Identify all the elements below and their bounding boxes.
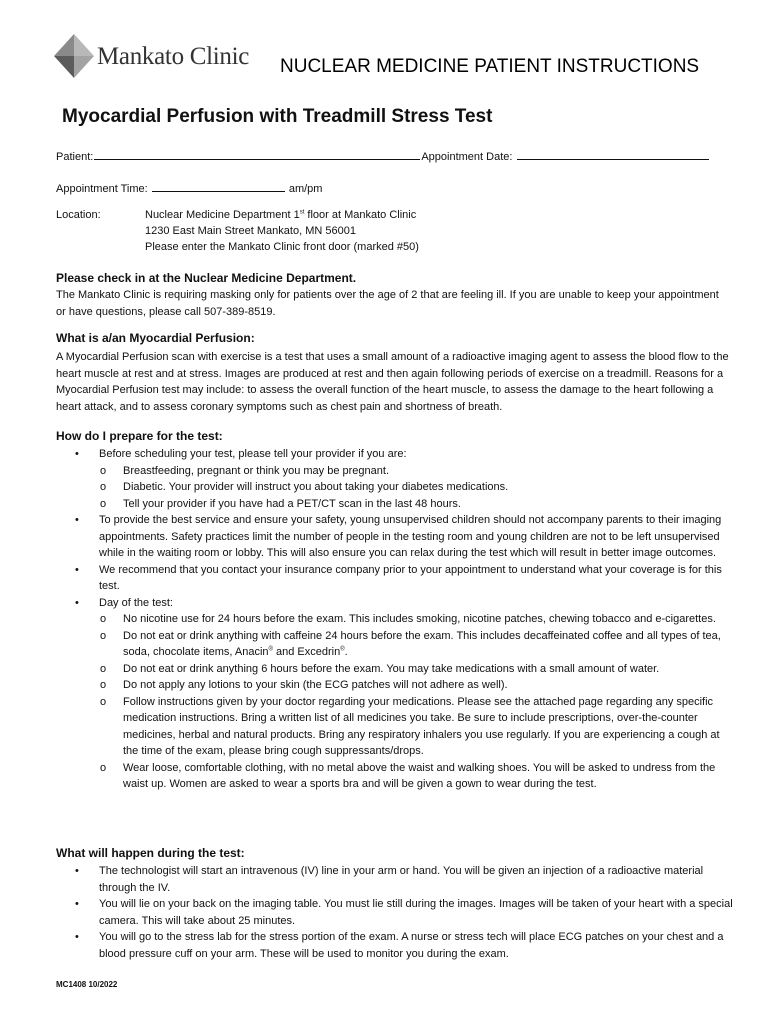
list-item: • We recommend that you contact your insurance company prior to your appointment to understand what your coverage is for this test. — [56, 562, 736, 595]
appointment-time-blank[interactable] — [152, 181, 285, 192]
what-is-heading: What is a/an Myocardial Perfusion: — [56, 331, 255, 345]
patient-line — [56, 149, 710, 165]
list-item: • The technologist will start an intravenous (IV) line in your arm or hand. You will be given an injection of a radioactive material through the IV. — [56, 863, 736, 896]
patient-blank[interactable] — [94, 149, 420, 160]
list-subitem: o Do not eat or drink anything 6 hours before the exam. You may take medications with a small amount of water. — [56, 661, 736, 678]
list-subitem: o Follow instructions given by your doctor regarding your medications. Please see the attached page regarding any specific medication instructions. Bring a written list of all medicines you take. Be sure to include prescriptions, over-the-counter medicines, herbal and natural products. Bring any respiratory inhalers you use regularly. If you are experiencing a cough at the time of the exam, please bring cough suppressants/drops. — [56, 694, 736, 760]
appointment-date-label: Appointment Date: — [421, 151, 513, 163]
during-list — [56, 863, 736, 962]
location-label: Location: — [56, 209, 101, 221]
form-code: MC1408 10/2022 — [56, 980, 118, 989]
list-item: • Day of the test: — [56, 595, 736, 612]
list-item: • To provide the best service and ensure your safety, young unsupervised children should not accompany parents to their imaging appointments. Safety practices limit the number of people in the testing room and young children are not to be left unsupervised while in the waiting room or lobby. This will also ensure you can relax during the test which will result in better image outcomes. — [56, 512, 736, 562]
list-subitem: o Do not apply any lotions to your skin (the ECG patches will not adhere as well). — [56, 677, 736, 694]
list-subitem: o Wear loose, comfortable clothing, with no metal above the waist and walking shoes. You will be asked to undress from the waist up. Women are asked to wear a sports bra and will be given a gown to wear during the test. — [56, 760, 736, 793]
list-item: • You will go to the stress lab for the stress portion of the exam. A nurse or stress tech will place ECG patches on your chest and a blood pressure cuff on your arm. These will be used to monitor you during the exam. — [56, 929, 736, 962]
appointment-time-line — [56, 181, 322, 197]
appointment-time-label: Appointment Time: — [56, 183, 148, 195]
list-subitem: o Do not eat or drink anything with caffeine 24 hours before the exam. This includes decaffeinated coffee and all types of tea, soda, chocolate items, Anacin® and Excedrin®. — [56, 628, 736, 661]
prepare-list — [56, 446, 736, 793]
location-line-1: Nuclear Medicine Department 1st floor at Mankato Clinic — [145, 209, 417, 221]
what-is-text: A Myocardial Perfusion scan with exercise is a test that uses a small amount of a radioactive imaging agent to assess the blood flow to the heart muscle at rest and at stress. Images are produced at rest and then again following periods of exercise on a treadmill. Reasons for a Myocardial Perfusion test may include: to assess the overall function of the heart muscle, to assess the damage to the heart following a heart attack, and to assess coronary symptoms such as chest pain and shortness of breath. — [56, 351, 729, 413]
document-title: NUCLEAR MEDICINE PATIENT INSTRUCTIONS — [280, 56, 700, 77]
list-item: • You will lie on your back on the imaging table. You must lie still during the images. Images will be taken of your heart with a special camera. This will take about 25 minutes. — [56, 896, 736, 929]
am-pm-label: am/pm — [288, 183, 323, 195]
logo-text: Mankato Clinic — [97, 43, 250, 70]
mankato-clinic-logo — [54, 34, 254, 82]
location-line-2: 1230 East Main Street Mankato, MN 56001 — [145, 225, 356, 237]
list-subitem: o Diabetic. Your provider will instruct you about taking your diabetes medications. — [56, 479, 736, 496]
checkin-text: The Mankato Clinic is requiring masking only for patients over the age of 2 that are feeling ill. If you are unable to keep your appointment or have questions, please call 507-389-8519. — [56, 289, 719, 318]
during-heading: What will happen during the test: — [56, 846, 245, 860]
list-subitem: o No nicotine use for 24 hours before the exam. This includes smoking, nicotine patches, chewing tobacco and e-cigarettes. — [56, 611, 736, 628]
checkin-heading: Please check in at the Nuclear Medicine Department. — [56, 271, 357, 285]
location-line-3: Please enter the Mankato Clinic front door (marked #50) — [145, 241, 419, 253]
appointment-date-blank[interactable] — [517, 149, 709, 160]
list-subitem: o Breastfeeding, pregnant or think you may be pregnant. — [56, 463, 736, 480]
list-item: • Before scheduling your test, please tell your provider if you are: — [56, 446, 736, 463]
mankato-clinic-logo-mark-icon — [54, 34, 94, 78]
test-name-heading: Myocardial Perfusion with Treadmill Stress Test — [62, 106, 493, 127]
prepare-heading: How do I prepare for the test: — [56, 429, 223, 443]
patient-label: Patient: — [56, 151, 94, 163]
list-subitem: o Tell your provider if you have had a PET/CT scan in the last 48 hours. — [56, 496, 736, 513]
